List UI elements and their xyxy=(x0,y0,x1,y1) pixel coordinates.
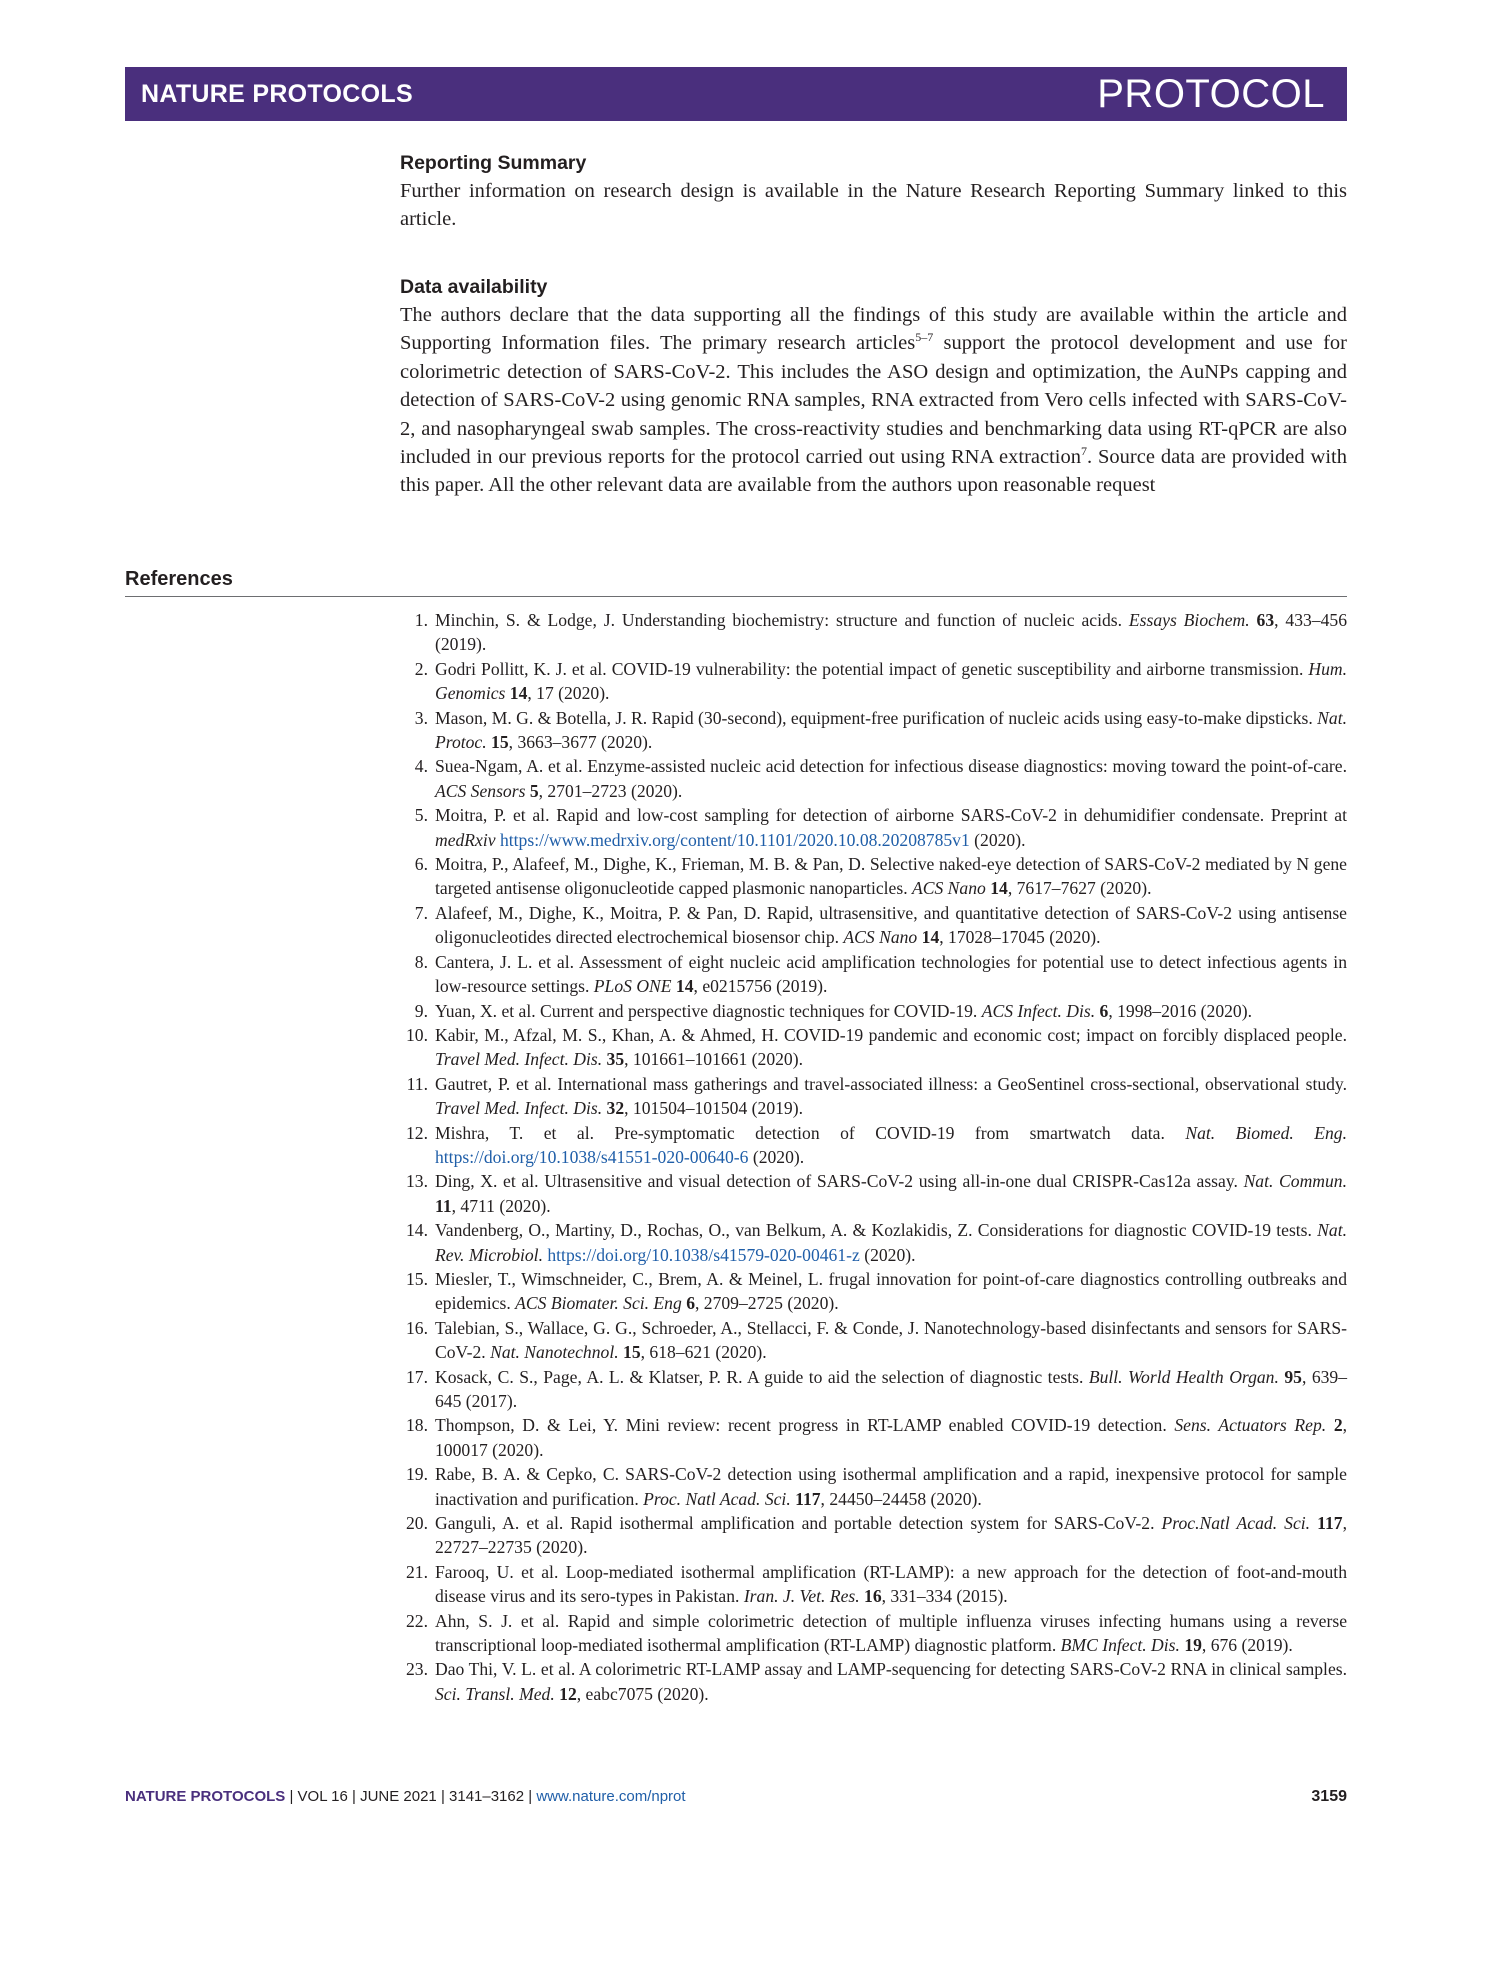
reference-journal: medRxiv xyxy=(435,829,496,850)
reference-number: 8. xyxy=(414,951,428,972)
data-availability-section xyxy=(400,276,1347,500)
reference-text: Miesler, T., Wimschneider, C., Brem, A. & Meinel, L. frugal innovation for point-of-care diagnostics controlling outbreaks and epidemics. xyxy=(435,1268,1347,1314)
reference-volume: 15 xyxy=(623,1342,641,1363)
reference-volume: 2 xyxy=(1333,1415,1343,1436)
reference-pages: , 17028–17045 (2020). xyxy=(939,927,1101,948)
reference-journal: PLoS ONE xyxy=(593,976,672,997)
footer-journal: NATURE PROTOCOLS xyxy=(125,1788,286,1805)
reference-journal: Hum. Genomics xyxy=(435,658,1347,704)
reference-item xyxy=(400,1657,1347,1706)
reference-item xyxy=(400,1365,1347,1414)
reference-volume: 15 xyxy=(491,732,509,753)
reference-pages: , 676 (2019). xyxy=(1201,1635,1293,1656)
reference-number: 3. xyxy=(414,707,428,728)
reference-text: Vandenberg, O., Martiny, D., Rochas, O., van Belkum, A. & Kozlakidis, Z. Considerations for diagnostic COVID-19 tests. xyxy=(435,1220,1318,1241)
reference-number: 5. xyxy=(414,805,428,826)
reference-item xyxy=(400,608,1347,657)
reference-volume: 16 xyxy=(864,1586,882,1607)
reference-pages: , 101504–101504 (2019). xyxy=(624,1098,803,1119)
reference-journal: ACS Biomater. Sci. Eng xyxy=(515,1293,682,1314)
data-availability-part3: . Source data are provided with this paper. All the other relevant data are available from the authors upon reasonable request xyxy=(400,446,1347,497)
reporting-summary-heading: Reporting Summary xyxy=(400,152,587,174)
reference-number: 21. xyxy=(406,1561,428,1582)
reference-item xyxy=(400,657,1347,706)
reference-text: Suea-Ngam, A. et al. Enzyme-assisted nucleic acid detection for infectious disease diagnostics: moving toward the point-of-care. xyxy=(435,756,1347,777)
reference-volume: 63 xyxy=(1256,610,1275,630)
footer-citation xyxy=(125,1788,686,1806)
data-availability-text xyxy=(400,301,1347,500)
footer-issue: | VOL 16 | JUNE 2021 | 3141–3162 | xyxy=(285,1788,537,1805)
reference-journal: Nat. Commun. xyxy=(1243,1171,1347,1192)
reference-pages: , 3663–3677 (2020). xyxy=(508,732,653,753)
reference-volume: 95 xyxy=(1284,1366,1302,1387)
reference-text: Talebian, S., Wallace, G. G., Schroeder, A., Stellacci, F. & Conde, J. Nanotechnology-based disinfectants and sensors for SARS-CoV-2. xyxy=(435,1317,1347,1363)
reference-link[interactable]: https://doi.org/10.1038/s41579-020-00461-z xyxy=(547,1244,860,1265)
citation-superscript: 7 xyxy=(1081,444,1087,459)
reference-item xyxy=(400,1560,1347,1609)
reference-pages: , 4711 (2020). xyxy=(451,1195,551,1216)
reference-text: Godri Pollitt, K. J. et al. COVID-19 vulnerability: the potential impact of genetic susceptibility and airborne transmission. xyxy=(435,658,1309,679)
reference-journal: Nat. Rev. Microbiol. xyxy=(435,1220,1347,1265)
reference-number: 20. xyxy=(406,1513,428,1534)
reference-pages: , 2701–2723 (2020). xyxy=(538,780,683,801)
reference-journal: ACS Nano xyxy=(843,927,918,948)
reference-item xyxy=(400,754,1347,803)
reference-text: Mason, M. G. & Botella, J. R. Rapid (30-second), equipment-free purification of nucleic acids using easy-to-make dipsticks. xyxy=(435,707,1318,728)
reference-volume: 6 xyxy=(1099,1000,1109,1021)
reference-number: 23. xyxy=(406,1659,428,1680)
journal-header-bar xyxy=(125,67,1347,121)
reference-list xyxy=(400,608,1347,1706)
reference-item xyxy=(400,1023,1347,1072)
reference-journal: Nat. Nanotechnol. xyxy=(490,1342,619,1363)
reference-text: Gautret, P. et al. International mass gatherings and travel-associated illness: a GeoSentinel cross-sectional, observational study. xyxy=(435,1073,1347,1094)
reference-item xyxy=(400,1316,1347,1365)
reference-volume: 32 xyxy=(606,1098,625,1119)
reference-journal: Sens. Actuators Rep. xyxy=(1174,1415,1327,1436)
reference-item xyxy=(400,706,1347,755)
reference-journal: Sci. Transl. Med. xyxy=(435,1683,555,1704)
reference-volume: 117 xyxy=(795,1488,821,1509)
reference-volume: 14 xyxy=(509,683,528,704)
reference-item xyxy=(400,1413,1347,1462)
reference-number: 12. xyxy=(406,1122,428,1143)
reference-item xyxy=(400,950,1347,999)
reference-number: 17. xyxy=(406,1366,428,1387)
reference-pages: , 1998–2016 (2020). xyxy=(1108,1000,1252,1021)
reference-item xyxy=(400,1218,1347,1267)
reference-pages: (2020). xyxy=(969,829,1026,850)
reference-link[interactable]: https://www.medrxiv.org/content/10.1101/2020.10.08.20208785v1 xyxy=(499,829,970,850)
reference-pages: , 24450–24458 (2020). xyxy=(820,1488,982,1509)
page-footer xyxy=(125,1788,1347,1806)
page-number: 3159 xyxy=(1311,1788,1347,1805)
reference-journal: Proc. Natl Acad. Sci. xyxy=(643,1488,791,1509)
data-availability-part2: support the protocol development and use for colorimetric detection of SARS-CoV-2. This includes the ASO design and optimization, the AuNPs capping and detection of SARS-CoV-2 using genomic RNA samples, RNA extracted from Vero cells infected with SARS-CoV-2, and nasopharyngeal swab samples. The cross-reactivity studies and benchmarking data using RT-qPCR are also included in our previous reports for the protocol carried out using RNA extraction xyxy=(400,332,1348,469)
data-availability-part1: The authors declare that the data supporting all the findings of this study are available within the article and Supporting Information files. The primary research articles xyxy=(400,304,1347,355)
reference-number: 4. xyxy=(414,756,428,777)
reference-journal: Nat. Protoc. xyxy=(435,707,1347,753)
reference-item xyxy=(400,852,1347,901)
reference-journal: Iran. J. Vet. Res. xyxy=(743,1586,860,1607)
reference-text: Yuan, X. et al. Current and perspective diagnostic techniques for COVID-19. xyxy=(435,1000,982,1021)
citation-superscript: 5–7 xyxy=(915,330,934,345)
reference-pages: (2020). xyxy=(859,1244,916,1265)
reference-pages: , eabc7075 (2020). xyxy=(576,1683,709,1704)
reference-number: 11. xyxy=(406,1073,428,1094)
reference-item xyxy=(400,1169,1347,1218)
reference-item xyxy=(400,1267,1347,1316)
reference-item xyxy=(400,901,1347,950)
reference-volume: 6 xyxy=(686,1293,695,1314)
reference-number: 2. xyxy=(414,658,428,679)
reference-pages: , 101661–101661 (2020). xyxy=(624,1049,803,1070)
reference-pages: , 618–621 (2020). xyxy=(640,1342,767,1363)
reference-volume: 19 xyxy=(1184,1635,1202,1656)
reference-item xyxy=(400,999,1347,1023)
reference-text: Moitra, P., Alafeef, M., Dighe, K., Frieman, M. B. & Pan, D. Selective naked-eye detection of SARS-CoV-2 mediated by N gene targeted antisense oligonucleotide capped plasmonic nanoparticles. xyxy=(435,854,1347,899)
reference-number: 14. xyxy=(406,1220,428,1241)
reference-text: Alafeef, M., Dighe, K., Moitra, P. & Pan, D. Rapid, ultrasensitive, and quantitative detection of SARS-CoV-2 using antisense oligonucleotides directed electrochemical biosensor chip. xyxy=(435,902,1347,948)
reference-journal: ACS Sensors xyxy=(435,780,526,801)
reference-text: Mishra, T. et al. Pre-symptomatic detection of COVID-19 from smartwatch data. xyxy=(435,1122,1186,1143)
reference-number: 19. xyxy=(406,1464,428,1485)
reference-journal: Travel Med. Infect. Dis. xyxy=(435,1098,603,1119)
reference-volume: 35 xyxy=(606,1049,625,1070)
reference-item xyxy=(400,1511,1347,1560)
references-heading-rule xyxy=(125,568,1347,597)
reference-pages: , 639–645 (2017). xyxy=(435,1366,1348,1411)
reference-pages: , 22727–22735 (2020). xyxy=(435,1513,1347,1558)
reference-volume: 14 xyxy=(675,976,694,997)
reference-item xyxy=(400,1462,1347,1511)
reference-number: 1. xyxy=(414,610,428,630)
reference-text: Rabe, B. A. & Cepko, C. SARS-CoV-2 detection using isothermal amplification and a rapid, inexpensive protocol for sample inactivation and purification. xyxy=(435,1464,1347,1509)
reference-pages: , 2709–2725 (2020). xyxy=(694,1293,839,1314)
reference-text: Farooq, U. et al. Loop-mediated isothermal amplification (RT-LAMP): a new approach for the detection of foot-and-mouth disease virus and its sero-types in Pakistan. xyxy=(435,1561,1347,1607)
footer-url-link[interactable]: www.nature.com/nprot xyxy=(536,1788,686,1805)
reference-number: 22. xyxy=(406,1610,428,1631)
reference-link[interactable]: https://doi.org/10.1038/s41551-020-00640-6 xyxy=(435,1146,749,1167)
reference-text: Ding, X. et al. Ultrasensitive and visual detection of SARS-CoV-2 using all-in-one dual CRISPR-Cas12a assay. xyxy=(435,1171,1244,1192)
reference-journal: BMC Infect. Dis. xyxy=(1060,1635,1180,1656)
data-availability-heading: Data availability xyxy=(400,276,548,298)
reference-volume: 11 xyxy=(435,1195,452,1216)
reference-text: Dao Thi, V. L. et al. A colorimetric RT-LAMP assay and LAMP-sequencing for detecting SARS-CoV-2 RNA in clinical samples. xyxy=(435,1659,1347,1680)
reference-pages: , 100017 (2020). xyxy=(435,1415,1348,1460)
reference-volume: 5 xyxy=(529,780,539,801)
reference-pages: , 433–456 (2019). xyxy=(435,610,1347,655)
article-type: PROTOCOL xyxy=(1097,71,1325,116)
reporting-summary-section xyxy=(400,152,1347,234)
reference-number: 10. xyxy=(406,1024,428,1045)
reference-pages: (2020). xyxy=(748,1146,805,1167)
reference-journal: Travel Med. Infect. Dis. xyxy=(435,1049,603,1070)
reference-item xyxy=(400,1121,1347,1170)
reference-number: 6. xyxy=(414,854,428,875)
reference-volume: 12 xyxy=(559,1683,577,1704)
reference-number: 15. xyxy=(406,1268,428,1289)
references-heading: References xyxy=(125,568,233,590)
reference-text: Kosack, C. S., Page, A. L. & Klatser, P. R. A guide to aid the selection of diagnostic tests. xyxy=(435,1366,1089,1387)
reference-text: Kabir, M., Afzal, M. S., Khan, A. & Ahmed, H. COVID-19 pandemic and economic cost; impact on forcibly displaced people. xyxy=(435,1024,1347,1045)
reference-pages: , e0215756 (2019). xyxy=(693,976,828,997)
reporting-summary-text: Further information on research design is available in the Nature Research Reporting Summary linked to this article. xyxy=(400,180,1347,231)
reference-pages: , 331–334 (2015). xyxy=(881,1586,1008,1607)
reference-item xyxy=(400,803,1347,852)
reference-item xyxy=(400,1609,1347,1658)
reference-journal: ACS Infect. Dis. xyxy=(981,1000,1096,1021)
reference-volume: 14 xyxy=(990,878,1008,899)
reference-number: 13. xyxy=(406,1171,428,1192)
reference-text: Moitra, P. et al. Rapid and low-cost sampling for detection of airborne SARS-CoV-2 in dehumidifier condensate. Preprint at xyxy=(435,805,1347,826)
reference-volume: 117 xyxy=(1317,1513,1343,1534)
reference-pages: , 7617–7627 (2020). xyxy=(1007,878,1152,899)
reference-number: 7. xyxy=(414,902,428,923)
reference-journal: Proc.Natl Acad. Sci. xyxy=(1161,1513,1311,1534)
reference-number: 9. xyxy=(414,1000,428,1021)
reference-number: 18. xyxy=(406,1415,428,1436)
reference-journal: ACS Nano xyxy=(912,878,986,899)
reference-text: Ganguli, A. et al. Rapid isothermal amplification and portable detection system for SARS-CoV-2. xyxy=(435,1513,1162,1534)
journal-name: NATURE PROTOCOLS xyxy=(141,79,413,108)
reference-text: Cantera, J. L. et al. Assessment of eight nucleic acid amplification technologies for potential use to detect infectious agents in low-resource settings. xyxy=(435,951,1347,997)
reference-journal: Nat. Biomed. Eng. xyxy=(1185,1122,1348,1143)
reference-volume: 14 xyxy=(921,927,940,948)
reference-journal: Essays Biochem. xyxy=(1128,610,1250,630)
reference-text: Thompson, D. & Lei, Y. Mini review: recent progress in RT-LAMP enabled COVID-19 detection. xyxy=(435,1415,1175,1436)
reference-number: 16. xyxy=(406,1317,428,1338)
reference-item xyxy=(400,1072,1347,1121)
reference-text: Minchin, S. & Lodge, J. Understanding biochemistry: structure and function of nucleic acids. xyxy=(435,610,1129,630)
reference-pages: , 17 (2020). xyxy=(527,683,610,704)
reference-text: Ahn, S. J. et al. Rapid and simple colorimetric detection of multiple influenza viruses infecting humans using a reverse transcriptional loop-mediated isothermal amplification (RT-LAMP) diagnostic platform. xyxy=(435,1610,1347,1656)
reference-journal: Bull. World Health Organ. xyxy=(1088,1366,1279,1387)
